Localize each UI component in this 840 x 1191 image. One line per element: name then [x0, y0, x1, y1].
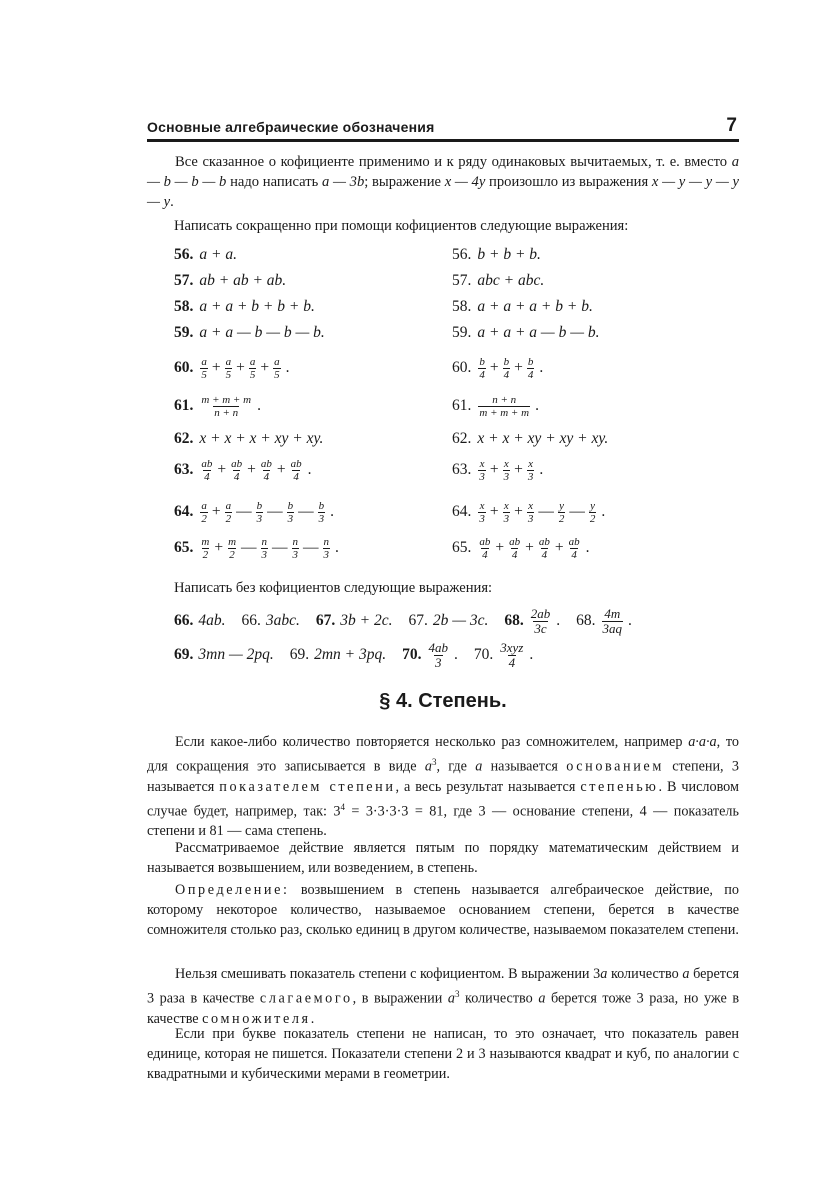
operator: + [214, 539, 224, 556]
exercises-66-68 [174, 604, 648, 638]
exercise-number: 65. [452, 539, 472, 556]
fraction-denominator: 2 [558, 512, 565, 525]
fraction-numerator: m [201, 535, 210, 548]
fraction [503, 458, 511, 483]
fraction-numerator: b [479, 355, 485, 368]
fraction-numerator: b [503, 355, 510, 368]
fraction-denominator: 5 [225, 368, 232, 381]
exercise-60-left [174, 350, 290, 386]
text: называется [482, 758, 567, 775]
instruction-abbreviate: Написать сокращенно при помощи кофициентов следующие выражения: [174, 218, 629, 234]
exercise-number: 64. [452, 503, 472, 520]
fraction-denominator: 3 [527, 470, 534, 483]
fraction-numerator: 3xyz [500, 639, 524, 655]
fraction-denominator: n + n [214, 406, 239, 419]
exercise-expression: abc + abc. [477, 272, 545, 289]
exercise-end: . [285, 359, 290, 376]
spaced-term: основанием [566, 758, 664, 775]
text: берется тоже 3 раза, но уже в качестве [147, 990, 740, 1027]
intro-paragraph [147, 152, 739, 212]
fraction-denominator: 4 [571, 548, 577, 561]
fraction-numerator: ab [260, 457, 272, 470]
exercise-end: . [257, 397, 261, 414]
fraction-denominator: 3 [503, 512, 510, 525]
operator: — [241, 539, 257, 556]
exercise-62-left [174, 424, 323, 454]
fraction-numerator: ab [290, 457, 302, 470]
operator: + [247, 461, 256, 478]
fraction-numerator: a [249, 355, 256, 368]
fraction-denominator: 3 [292, 548, 299, 561]
paragraph-fifth-operation: Рассматриваемое действие является пятым по порядку математическим действием и называется возвышением, или возведением, в степень. [147, 840, 739, 876]
text: . В числовом случае будет, например, так: 3 [147, 778, 739, 820]
exercise-end: . [529, 646, 534, 663]
exercise-end: . [330, 503, 334, 520]
operator: — [272, 539, 288, 556]
fraction [568, 536, 581, 561]
exercise-number: 67. [315, 612, 336, 629]
exponent: 3 [431, 757, 437, 767]
exercise-end: . [539, 359, 544, 376]
exercise-61-left [174, 388, 261, 424]
text: Если какое-либо количество повторяется несколько раз сомножителем, например [175, 734, 689, 750]
fraction-numerator: x [528, 499, 534, 512]
fraction-numerator: a [201, 355, 207, 368]
exercise-end: . [535, 397, 539, 414]
fraction-numerator: y [590, 499, 596, 512]
math: a [447, 990, 455, 1007]
fraction-numerator: x [503, 499, 509, 512]
fraction-denominator: 2 [229, 548, 235, 561]
text: , в выражении [352, 990, 448, 1007]
text: , а весь результат называется [395, 778, 581, 795]
exercise-expression: a + a. [199, 246, 237, 263]
paragraph-exponent-vs-coefficient [147, 964, 739, 1029]
fraction-denominator: 4 [503, 368, 510, 381]
exercise-expression: x + x + xy + xy + xy. [477, 430, 609, 447]
fraction-denominator: 4 [482, 548, 488, 561]
fraction-numerator: a [274, 355, 280, 368]
fraction [558, 500, 566, 525]
exercise-number: 64. [174, 503, 194, 520]
page-number: 7 [726, 115, 737, 136]
exercise-expression: x + x + x + xy + xy. [199, 430, 324, 447]
text: = 3·3·3·3 = 81, где 3 — основание степени, 4 — показатель степени и 81 — сама степень. [147, 803, 739, 840]
fraction-denominator: 5 [274, 368, 280, 381]
fraction-numerator: n [323, 535, 330, 548]
fraction [290, 458, 303, 483]
exercise-number: 63. [174, 461, 194, 478]
exercise-number: 61. [174, 397, 194, 414]
exercise-number: 69. [289, 646, 310, 663]
exercise-62-right [452, 424, 608, 454]
fraction [200, 458, 213, 483]
exercise-number: 66. [174, 612, 194, 629]
intro-expression: x — 4y [444, 174, 486, 190]
fraction-denominator: 5 [201, 368, 207, 381]
fraction-numerator: ab [231, 457, 243, 470]
fraction-denominator: 3 [261, 548, 268, 561]
chapter-title: Основные алгебраические обозначения [147, 119, 435, 135]
fraction [200, 394, 252, 419]
fraction-denominator: 4 [204, 470, 210, 483]
intro-text: Все сказанное о кофициенте применимо и к ряду одинаковых вычитаемых, т. е. вместо [175, 154, 732, 170]
exercise-61-right [452, 388, 539, 424]
exercise-69-a [174, 646, 274, 664]
exercise-expression: b + b + b. [477, 246, 541, 263]
exercise-number: 66. [241, 612, 261, 629]
fraction [530, 607, 552, 636]
exercises-69-70 [174, 638, 549, 672]
fraction-denominator: 4 [508, 654, 516, 670]
fraction [527, 356, 535, 381]
operator: + [554, 539, 564, 556]
fraction-numerator: a [201, 499, 207, 512]
fraction [527, 458, 535, 483]
fraction [538, 536, 551, 561]
exercise-expression: 3b + 2c. [340, 612, 393, 629]
exercise-number: 62. [174, 430, 194, 447]
exercise-number: 67. [408, 612, 428, 629]
fraction-numerator: x [503, 457, 509, 470]
exercise-number: 59. [452, 324, 472, 341]
exercise-number: 59. [174, 324, 194, 341]
fraction [249, 356, 257, 381]
fraction-denominator: 3c [534, 620, 547, 636]
operator: + [514, 359, 523, 376]
operator: + [260, 359, 270, 376]
operator: + [489, 461, 499, 478]
fraction-denominator: 4 [527, 368, 534, 381]
exercise-63-left [174, 452, 312, 488]
exercise-expression: a + a + a — b — b. [477, 324, 600, 341]
intro-expression: x — y — y — y — y [147, 174, 739, 210]
fraction-numerator: ab [538, 535, 550, 548]
fraction [508, 536, 521, 561]
operator: + [514, 503, 523, 520]
exercise-number: 57. [452, 272, 472, 289]
fraction-numerator: 2ab [530, 605, 551, 621]
exercise-expression: a + a — b — b — b. [199, 324, 325, 341]
operator: + [525, 539, 534, 556]
exercise-number: 57. [174, 272, 194, 289]
fraction [428, 641, 450, 670]
exercise-70-b [474, 641, 533, 670]
fraction-denominator: 4 [511, 548, 518, 561]
operator: — [236, 503, 252, 520]
exercise-expression: a + a + a + b + b. [477, 298, 593, 315]
fraction [318, 500, 326, 525]
fraction-denominator: 3 [323, 548, 330, 561]
fraction-numerator: ab [201, 457, 213, 470]
exercise-67-b [408, 612, 488, 630]
paragraph-implicit-exponent: Если при букве показатель степени не написан, то это означает, что показатель равен единице, которая не пишется. Показатели степени 2 и 3 называются квадрат и куб, по аналогии с квадратными и кубическими мерами в геометрии. [147, 1026, 739, 1082]
fraction-denominator: 2 [201, 512, 207, 525]
fraction [230, 458, 243, 483]
exercise-70-a [402, 641, 458, 670]
operator: + [236, 359, 245, 376]
exercise-end: . [585, 539, 590, 556]
exercise-64-left [174, 494, 334, 530]
fraction-denominator: 3 [435, 654, 442, 670]
exercise-number: 70. [402, 646, 422, 663]
fraction [478, 500, 486, 525]
fraction-denominator: 3 [479, 470, 485, 483]
operator: + [211, 503, 221, 520]
fraction-denominator: 4 [293, 470, 299, 483]
operator: + [495, 539, 505, 556]
fraction [256, 500, 264, 525]
fraction [292, 536, 300, 561]
fraction-numerator: y [559, 499, 565, 512]
fraction [478, 394, 530, 419]
operator: + [276, 461, 286, 478]
operator: + [489, 503, 499, 520]
operator: + [211, 359, 221, 376]
fraction-denominator: 3aq [602, 620, 623, 636]
exercise-number: 58. [174, 298, 194, 315]
fraction-numerator: ab [568, 535, 580, 548]
fraction-numerator: n [261, 535, 268, 548]
math: a [538, 990, 546, 1007]
fraction [527, 500, 535, 525]
exercise-number: 58. [452, 298, 472, 315]
fraction [602, 607, 624, 636]
exercise-65-left [174, 530, 339, 566]
fraction-denominator: 3 [503, 470, 510, 483]
fraction-numerator: x [479, 457, 485, 470]
intro-expression: a — b — b — b [147, 154, 739, 190]
fraction [287, 500, 295, 525]
operator: — [569, 503, 585, 520]
fraction-numerator: a [225, 355, 232, 368]
running-header [147, 113, 739, 142]
exercise-number: 60. [174, 359, 194, 376]
exercise-end: . [601, 503, 606, 520]
exercise-63-right [452, 452, 543, 488]
exercise-number: 61. [452, 397, 472, 414]
exercise-end: . [335, 539, 339, 556]
fraction [273, 356, 281, 381]
exercise-60-right [452, 350, 543, 386]
exercise-number: 70. [473, 646, 494, 663]
intro-text: надо написать [226, 174, 322, 190]
operator: — [267, 503, 283, 520]
exercise-expression: 2b — 3c. [432, 612, 489, 629]
fraction-denominator: 4 [541, 548, 548, 561]
fraction [499, 641, 524, 670]
exercise-expression: a + a + b + b + b. [199, 298, 315, 315]
fraction [478, 356, 486, 381]
exponent: 3 [454, 989, 460, 999]
math: a [475, 758, 483, 775]
exercise-end: . [539, 461, 544, 478]
fraction [225, 500, 233, 525]
fraction-denominator: 5 [249, 368, 256, 381]
fraction-numerator: b [256, 499, 263, 512]
exercise-expression: 2mn + 3pq. [314, 646, 387, 663]
text: количество [607, 966, 683, 982]
operator: + [489, 359, 499, 376]
exercise-number: 68. [576, 612, 596, 629]
exercise-68-a [504, 607, 560, 636]
exercise-number: 62. [452, 430, 472, 447]
operator: + [217, 461, 227, 478]
exercise-66-b [242, 612, 300, 630]
fraction-denominator: 3 [479, 512, 485, 525]
exercise-expression: 3mn — 2pq. [198, 646, 274, 663]
exercise-end: . [556, 612, 561, 629]
fraction [200, 536, 210, 561]
exponent: 4 [340, 801, 345, 812]
fraction-denominator: 4 [479, 368, 485, 381]
fraction [323, 536, 331, 561]
exercise-65-right [452, 530, 590, 566]
exercise-number: 56. [174, 246, 194, 263]
intro-text: произошло из выражения [485, 174, 652, 190]
fraction-numerator: 4ab [428, 639, 449, 655]
fraction-numerator: n + n [492, 393, 517, 406]
fraction-numerator: x [528, 457, 534, 470]
math: a [682, 966, 690, 982]
fraction-numerator: x [479, 499, 485, 512]
fraction-denominator: 2 [202, 548, 209, 561]
fraction [200, 500, 208, 525]
exercise-end: . [454, 646, 458, 663]
text: , то для сокращения это записывается в виде [147, 734, 740, 775]
exercise-expression: 3abc. [265, 612, 300, 629]
exercise-64-right [452, 494, 605, 530]
fraction-numerator: m + m + m [201, 393, 252, 406]
exercise-number: 68. [504, 612, 524, 629]
intro-text: ; выражение [364, 174, 445, 190]
fraction-numerator: ab [479, 535, 491, 548]
paragraph-definition-terms [147, 732, 739, 841]
fraction-numerator: ab [509, 535, 521, 548]
fraction-numerator: n [292, 535, 299, 548]
exercise-end: . [307, 461, 312, 478]
fraction-denominator: 2 [225, 512, 232, 525]
fraction-numerator: a [225, 499, 232, 512]
fraction-numerator: 4m [604, 605, 621, 621]
math: a·a·a [688, 734, 717, 750]
paragraph-definition [147, 880, 739, 940]
fraction-numerator: b [287, 499, 294, 512]
exercise-68-b [576, 607, 632, 636]
fraction-numerator: b [527, 355, 534, 368]
text: степени, 3 называется [147, 758, 739, 795]
spaced-term: степенью [580, 778, 659, 795]
fraction-numerator: m [228, 535, 237, 548]
fraction-denominator: 3 [318, 512, 325, 525]
fraction [503, 356, 511, 381]
intro-text: . [170, 194, 174, 210]
fraction-denominator: 4 [233, 470, 240, 483]
fraction [478, 536, 491, 561]
exercise-59-right [452, 318, 599, 348]
exercise-59-left [174, 318, 325, 348]
operator: — [298, 503, 314, 520]
spaced-term: Определение: [175, 882, 290, 898]
spaced-term: показателем степени [219, 778, 396, 795]
exercise-67-a [316, 612, 393, 630]
fraction [261, 536, 269, 561]
fraction-denominator: 3 [287, 512, 294, 525]
exercise-number: 69. [174, 646, 194, 663]
fraction-denominator: 4 [263, 470, 270, 483]
operator: + [514, 461, 523, 478]
operator: — [538, 503, 554, 520]
fraction-denominator: m + m + m [479, 406, 530, 419]
fraction-numerator: b [318, 499, 325, 512]
text: , где [436, 758, 476, 775]
instruction-expand: Написать без кофициентов следующие выражения: [174, 580, 493, 596]
fraction [503, 500, 511, 525]
fraction [589, 500, 597, 525]
exercise-end: . [628, 612, 632, 629]
text: . [310, 1010, 315, 1027]
fraction-denominator: 3 [256, 512, 263, 525]
fraction-denominator: 2 [589, 512, 596, 525]
fraction [478, 458, 486, 483]
exercise-69-b [290, 646, 386, 664]
math: a [424, 758, 432, 775]
fraction [200, 356, 208, 381]
fraction [260, 458, 273, 483]
exercise-number: 65. [174, 539, 194, 556]
exercise-number: 56. [452, 246, 472, 263]
exercise-expression: ab + ab + ab. [199, 272, 287, 289]
text: возвышением в степень называется алгебраическое действие, по которому некоторое количество, называемое основанием степени, берется в качестве сомножителя столько раз, сколько единиц в другом количестве, называемом показателем степени. [147, 882, 739, 938]
fraction [227, 536, 237, 561]
text: берется 3 раза в качестве [147, 966, 739, 1007]
math: a [600, 966, 608, 982]
exercise-expression: 4ab. [198, 612, 226, 629]
exercise-number: 63. [452, 461, 472, 478]
operator: — [303, 539, 319, 556]
section-heading: § 4. Степень. [379, 690, 507, 712]
fraction [225, 356, 233, 381]
text: Нельзя смешивать показатель степени с кофициентом. В выражении 3 [175, 966, 601, 982]
spaced-term: слагаемого [259, 990, 353, 1007]
intro-expression: a — 3b [322, 174, 365, 190]
fraction-denominator: 3 [527, 512, 534, 525]
spaced-term: сомножителя [202, 1010, 311, 1027]
exercise-66-a [174, 612, 226, 630]
exercise-number: 60. [452, 359, 472, 376]
text: количество [459, 990, 539, 1007]
